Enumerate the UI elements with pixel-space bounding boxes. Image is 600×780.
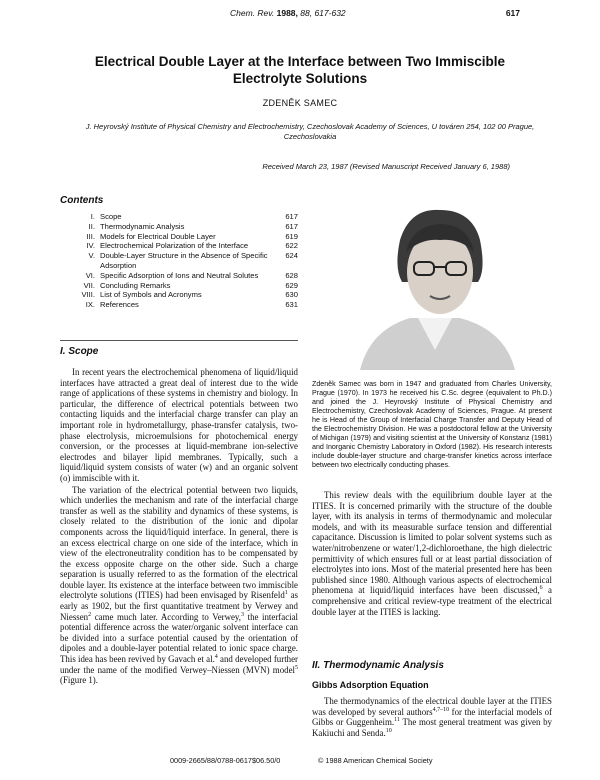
toc-number: I. bbox=[90, 212, 95, 221]
paragraph: The thermodynamics of the electrical double layer at the ITIES was developed by several authors$^{4,7-10}$ for the interfacial models of Gibbs or Guggenheim.$^{11}$ The most general treatment was given by Kakiuchi and Senda.$^{10}$ bbox=[312, 696, 552, 738]
section-heading-scope: I. Scope bbox=[60, 346, 99, 357]
toc-number: IX. bbox=[85, 300, 95, 310]
toc-number: VIII. bbox=[81, 290, 95, 300]
toc-page: 629 bbox=[285, 280, 298, 290]
toc-number: II. bbox=[88, 221, 95, 231]
toc-number: V. bbox=[88, 251, 95, 261]
toc-page: 622 bbox=[285, 241, 298, 251]
toc-item bbox=[60, 300, 298, 310]
toc-item bbox=[60, 281, 298, 291]
footer-copyright: © 1988 American Chemical Society bbox=[318, 756, 433, 765]
toc-title: Electrochemical Polarization of the Interface bbox=[100, 241, 249, 251]
toc-number: IV. bbox=[86, 241, 95, 251]
toc-title: List of Symbols and Acronyms bbox=[100, 290, 202, 300]
footer-code: 0009-2665/88/0788-0617$06.50/0 bbox=[170, 756, 281, 765]
toc-item bbox=[60, 241, 298, 251]
article-title: Electrical Double Layer at the Interface between Two Immiscible Electrolyte Solutions bbox=[94, 54, 506, 86]
affiliation: J. Heyrovský Institute of Physical Chemistry and Electrochemistry, Czechoslovak Academy of Sciences, U továren 254, 102 00 Prague, Czechoslovakia bbox=[85, 122, 535, 141]
toc-number: III. bbox=[86, 231, 95, 241]
toc-item bbox=[60, 290, 298, 300]
thermo-body bbox=[312, 696, 552, 738]
toc-title: Thermodynamic Analysis bbox=[100, 221, 185, 231]
toc-item bbox=[60, 212, 298, 222]
toc-title: References bbox=[100, 300, 139, 310]
page-number: 617 bbox=[505, 8, 520, 18]
toc-page: 631 bbox=[285, 300, 298, 310]
toc-page: 619 bbox=[285, 231, 298, 241]
toc-page: 630 bbox=[285, 290, 298, 300]
toc-number: VII. bbox=[83, 280, 95, 290]
toc-page: 617 bbox=[285, 212, 298, 221]
section-heading-thermodynamic: II. Thermodynamic Analysis bbox=[312, 660, 444, 671]
toc-title: Scope bbox=[100, 212, 122, 221]
toc-item bbox=[60, 271, 298, 281]
toc-title: Concluding Remarks bbox=[100, 280, 171, 290]
paragraph: In recent years the electrochemical phenomena of liquid/liquid interfaces have attracted a great deal of interest due to the wide range of applications of these systems in chemistry and biology. In particular, the difference of electrical potentials between two contacting liquids and the interfacial charge transfer can play an important role in hydrometallurgy, phase-transfer catalysis, two-phase electrolysis, microemulsions for photochemical energy conversion, or the processes at liquid-membrane ion-selective electrodes and bilayer lipid membranes. Typically, such a liquid/liquid system consists of water (w) and an organic solvent (o) immiscible with it. bbox=[60, 367, 298, 483]
review-intro bbox=[312, 490, 552, 619]
toc-number: VI. bbox=[85, 270, 95, 280]
author-name: ZDENĚK SAMEC bbox=[262, 98, 338, 108]
toc-title: Specific Adsorption of Ions and Neutral Solutes bbox=[100, 270, 259, 280]
scope-body bbox=[60, 367, 298, 687]
toc-page: 624 bbox=[285, 251, 298, 261]
toc-item bbox=[60, 232, 298, 242]
journal-citation: Chem. Rev. 1988, 88, 617-632 bbox=[230, 8, 346, 18]
toc-item bbox=[60, 222, 298, 232]
subheading-gibbs: Gibbs Adsorption Equation bbox=[312, 680, 429, 690]
toc-title: Models for Electrical Double Layer bbox=[100, 231, 216, 241]
toc-page: 628 bbox=[285, 270, 298, 280]
contents-heading: Contents bbox=[60, 195, 104, 206]
paragraph: The variation of the electrical potential between two liquids, which underlies the mechanism and rate of the interfacial charge transfer as well as the stability and dynamics of these systems, is closely related to the distribution of the ionic and dipolar components across the liquid/liquid interface. In general, there is an excess electrical charge on one side of the interface, which in view of the electroneutrality condition has to be compensated by the excess opposite charge on the other side. Such a charge separation is usually referred to as the formation of the electrical double layer. Its existence at the interface between two immiscible electrolyte solutions (ITIES) had been envisaged by Risenfeld$^1$ as early as 1902, but the first quantitative treatment by Verwey and Niessen$^2$ came much later. According to Verwey,$^3$ the interfacial potential difference across the water/organic solvent interface can be divided into a surface potential caused by the orientation of dipoles and a double-layer potential related to ionic space charge. This idea has been revived by Gavach et al.$^4$ and developed further under the name of the modified Verwey–Niessen (MVN) model$^5$ (Figure 1). bbox=[60, 484, 298, 686]
author-photo bbox=[340, 200, 530, 370]
paragraph: This review deals with the equilibrium double layer at the ITIES. It is concerned primarily with the structure of the double layer, with its analysis in terms of thermodynamic and molecular models, and with its measurable surface tension and differential capacitance. Discussion is limited to polar solvent systems such as water/nitrobenzene or water/1,2-dichloroethane, the high dielectric permittivity of which ensures full or at least partial dissociation of electrolytes into ions. Most of the material presented here has been published since 1980. Although various aspects of electrochemical phenomena at liquid/liquid interfaces have been discussed,$^6$ a comprehensive and critical review-type treatment of the electrical double layer at the ITIES is lacking. bbox=[312, 490, 552, 617]
toc-item bbox=[60, 251, 298, 271]
table-of-contents bbox=[60, 212, 298, 310]
received-date: Received March 23, 1987 (Revised Manuscript Received January 6, 1988) bbox=[262, 162, 510, 171]
toc-title: Double-Layer Structure in the Absence of Specific Adsorption bbox=[100, 251, 268, 270]
toc-page: 617 bbox=[285, 221, 298, 231]
author-bio-caption: Zdeněk Samec was born in 1947 and graduated from Charles University, Prague (1970). In 1973 he received his C.Sc. degree (equivalent to Ph.D.) and joined the J. Heyrovský Institute of Physical Chemistry and Electrochemistry, Czechoslovak Academy of Sciences, Prague. At present he is Head of the Group of Interfacial Charge Transfer and Deputy Head of the Electrochemistry Division. He was a postdoctoral fellow at the University of Michigan (1979) and visiting scientist at the University of Konstanz (1981) and Inorganic Chemistry Laboratory in Oxford (1982). His research interests include double-layer structure and charge-transfer kinetics across interface between two electrically conducting phases. bbox=[312, 380, 552, 469]
running-head bbox=[0, 8, 600, 22]
section-rule bbox=[60, 340, 298, 341]
